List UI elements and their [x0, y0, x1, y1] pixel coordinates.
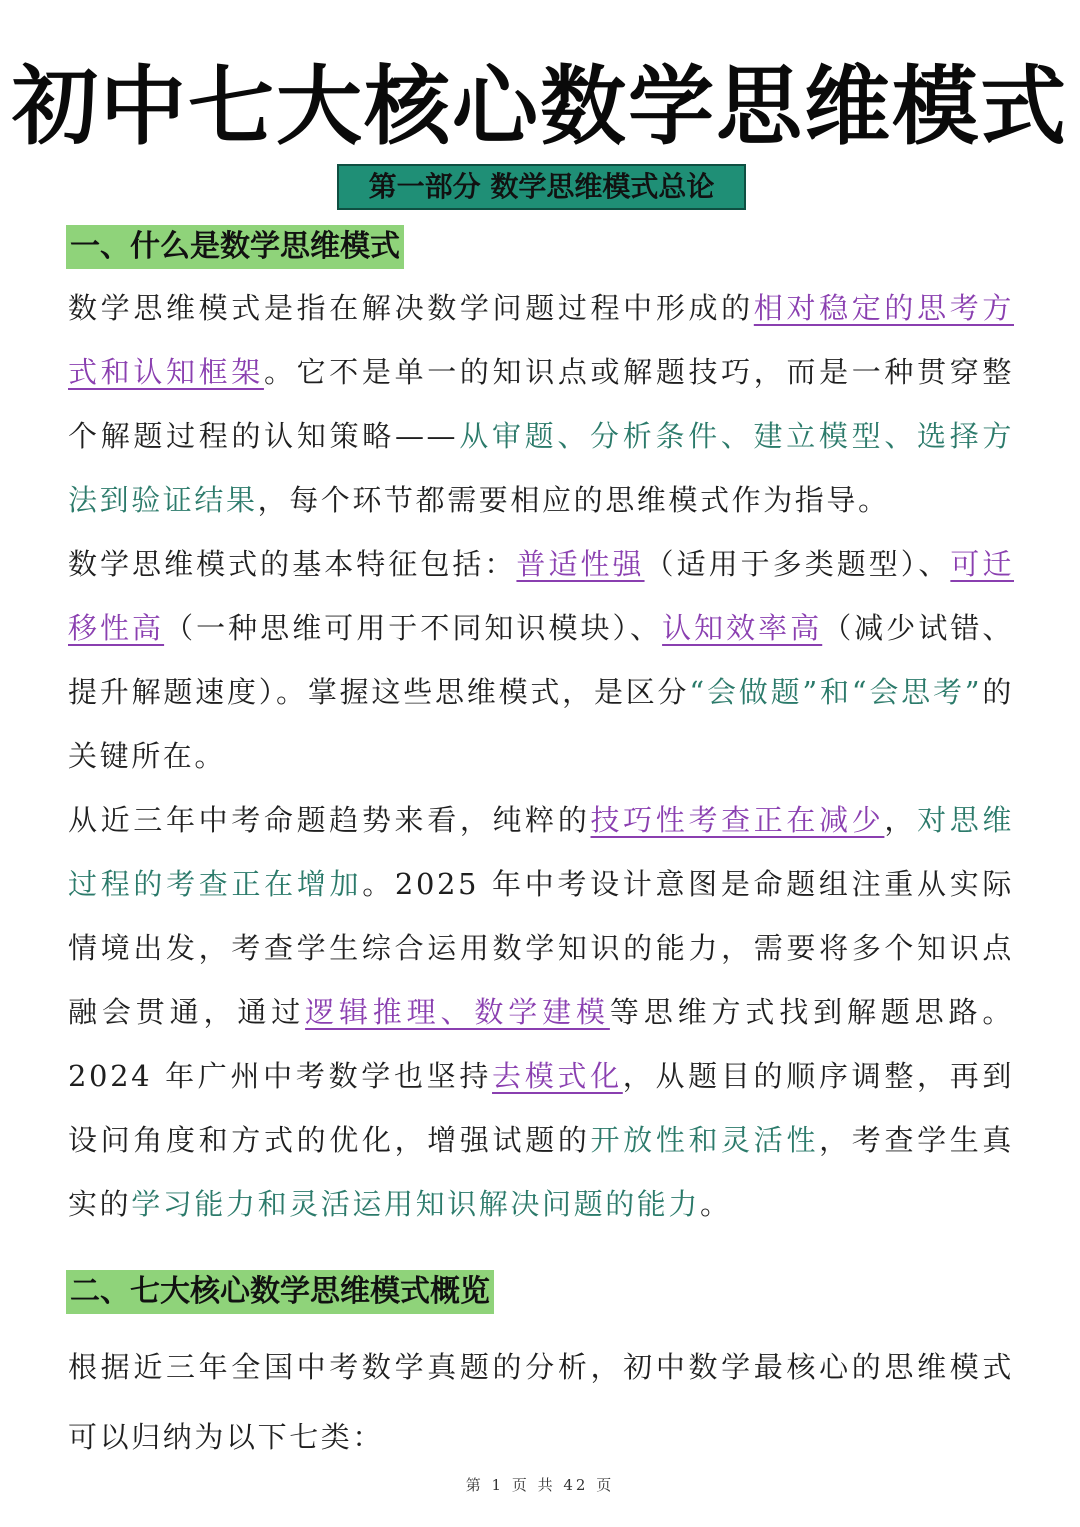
highlight-purple: 去模式化 [492, 1059, 623, 1093]
text-run: 的关键所在。 [68, 675, 1014, 773]
text-run: ，从题目的顺序调整，再到设问角度和方式的优化，增强试题的 [68, 1059, 1014, 1157]
highlight-teal: 学习能力和灵活运用知识解决问题的能力 [131, 1187, 701, 1221]
part-banner: 第一部分 数学思维模式总论 [337, 164, 746, 210]
page-number-footer: 第 1 页 共 42 页 [465, 1476, 615, 1494]
text-run: （减少试错、提升解题速度）。掌握这些思维模式，是区分 [68, 611, 1014, 709]
highlight-purple: 认知效率高 [662, 611, 823, 645]
text-run: 等思维方式找到解题思路。2024 年广州中考数学也坚持 [68, 995, 1015, 1093]
paragraph-features [68, 532, 1014, 788]
highlight-teal: 开放性和灵活性 [590, 1123, 820, 1157]
section-heading-2: 二、七大核心数学思维模式概览 [66, 1270, 494, 1314]
text-run: 从近三年中考命题趋势来看，纯粹的 [68, 803, 591, 837]
paragraph-overview: 根据近三年全国中考数学真题的分析，初中数学最核心的思维模式可以归纳为以下七类： [68, 1350, 1014, 1454]
text-run: 数学思维模式是指在解决数学问题过程中形成的 [68, 291, 754, 325]
highlight-teal: 对思维过程的考查正在增加 [68, 803, 1014, 901]
text-run: ，每个环节都需要相应的思维模式作为指导。 [257, 483, 890, 517]
text-run: ，考查学生真实的 [68, 1123, 1015, 1221]
text-run: （一种思维可用于不同知识模块）、 [164, 611, 663, 645]
text-run: 数学思维模式的基本特征包括： [68, 547, 517, 581]
highlight-purple: 相对稳定的思考方式和认知框架 [68, 291, 1014, 389]
highlight-purple: 可迁移性高 [68, 547, 1014, 645]
text-run: （适用于多类题型）、 [644, 547, 951, 581]
text-run: 。2025 年中考设计意图是命题组注重从实际情境出发，考查学生综合运用数学知识的能力，需要将多个知识点融会贯通，通过 [68, 867, 1014, 1029]
highlight-teal: “会做题”和“会思考” [689, 675, 983, 709]
document-title: 初中七大核心数学思维模式 [12, 57, 1068, 157]
paragraph-definition [68, 276, 1014, 532]
text-run: 。 [700, 1187, 732, 1221]
text-run: 。它不是单一的知识点或解题技巧，而是一种贯穿整个解题过程的认知策略—— [68, 355, 1014, 453]
highlight-purple: 技巧性考查正在减少 [590, 803, 885, 837]
highlight-teal: 从审题、分析条件、建立模型、选择方法到验证结果 [68, 419, 1015, 517]
highlight-purple: 逻辑推理、数学建模 [305, 995, 610, 1029]
highlight-purple: 普适性强 [516, 547, 645, 581]
section-heading-1: 一、什么是数学思维模式 [66, 225, 404, 269]
paragraph-trends [68, 788, 1014, 1236]
text-run: ， [884, 803, 918, 837]
